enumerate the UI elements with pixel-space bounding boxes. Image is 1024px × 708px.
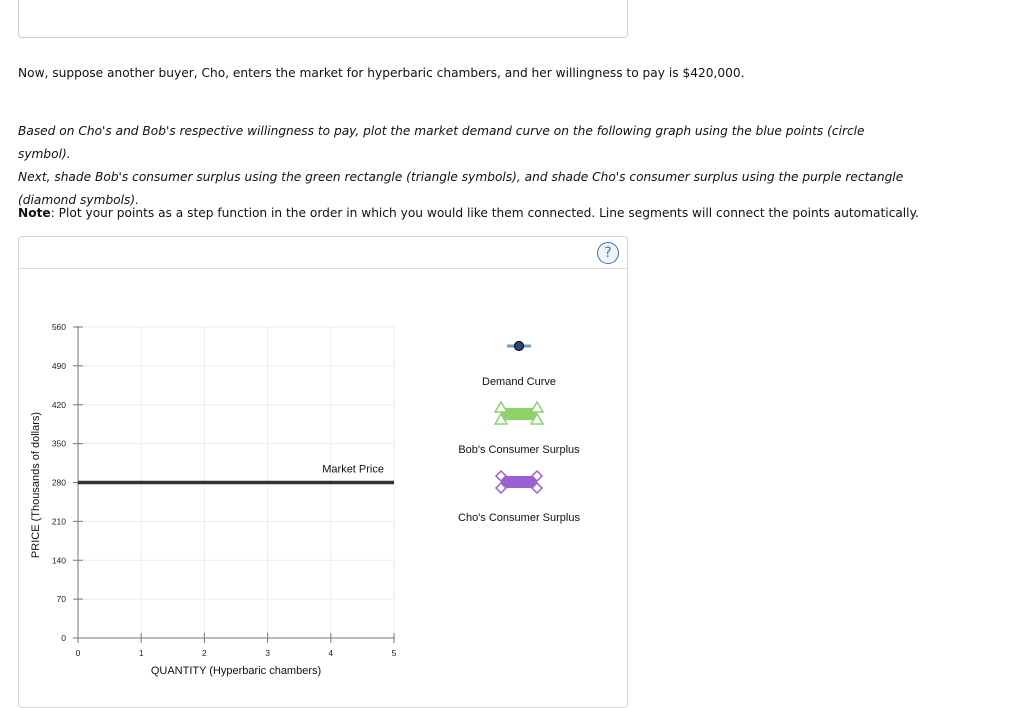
x-tick-label: 2 (202, 648, 207, 658)
instruction-plot-line1: Based on Cho's and Bob's respective willingness to pay, plot the market demand curve on the following graph using the blue points (circle symbol). (18, 124, 865, 161)
y-tick-label: 350 (51, 438, 66, 449)
x-tick-label: 1 (138, 648, 144, 658)
x-tick-label: 5 (391, 648, 397, 658)
x-axis-label: QUANTITY (Hyperbaric chambers) (150, 665, 322, 677)
y-tick-label: 210 (51, 516, 66, 527)
legend-bob-triangle-icon (495, 402, 507, 412)
instruction-plot-line2: Next, shade Bob's consumer surplus using the green rectangle (triangle symbols), and shade Cho's consumer surplus using the purple rectangle (18, 170, 904, 184)
legend-label: Demand Curve (482, 376, 556, 388)
help-button[interactable]: ? (597, 242, 619, 264)
instruction-cho: Now, suppose another buyer, Cho, enters the market for hyperbaric chambers, and her willingness to pay is $420,000. (18, 66, 745, 80)
y-axis-label: PRICE (Thousands of dollars) (30, 411, 42, 559)
x-tick-label: 3 (265, 648, 270, 658)
y-tick-label: 560 (51, 322, 66, 332)
x-tick-label: 0 (75, 648, 81, 658)
y-tick-label: 0 (61, 633, 66, 643)
legend-bob-triangle-icon (531, 402, 543, 412)
note-label: Note (18, 206, 51, 220)
y-tick-label: 70 (56, 594, 66, 605)
note-text: : Plot your points as a step function in the order in which you would like them connected. Line segments will connect the points automatically. (50, 206, 919, 220)
legend-label: Cho's Consumer Surplus (458, 512, 580, 524)
instruction-plot-line3: (diamond symbols). (18, 193, 140, 207)
legend-demand-point-icon (515, 342, 524, 351)
legend-cho-rectangle (501, 476, 537, 488)
market-price-label: Market Price (322, 463, 384, 476)
x-tick-label: 4 (328, 648, 334, 658)
y-tick-label: 420 (51, 399, 66, 410)
y-tick-label: 280 (51, 477, 66, 488)
y-tick-label: 140 (51, 555, 66, 566)
y-tick-label: 490 (51, 360, 66, 371)
legend-label: Bob's Consumer Surplus (458, 444, 580, 456)
